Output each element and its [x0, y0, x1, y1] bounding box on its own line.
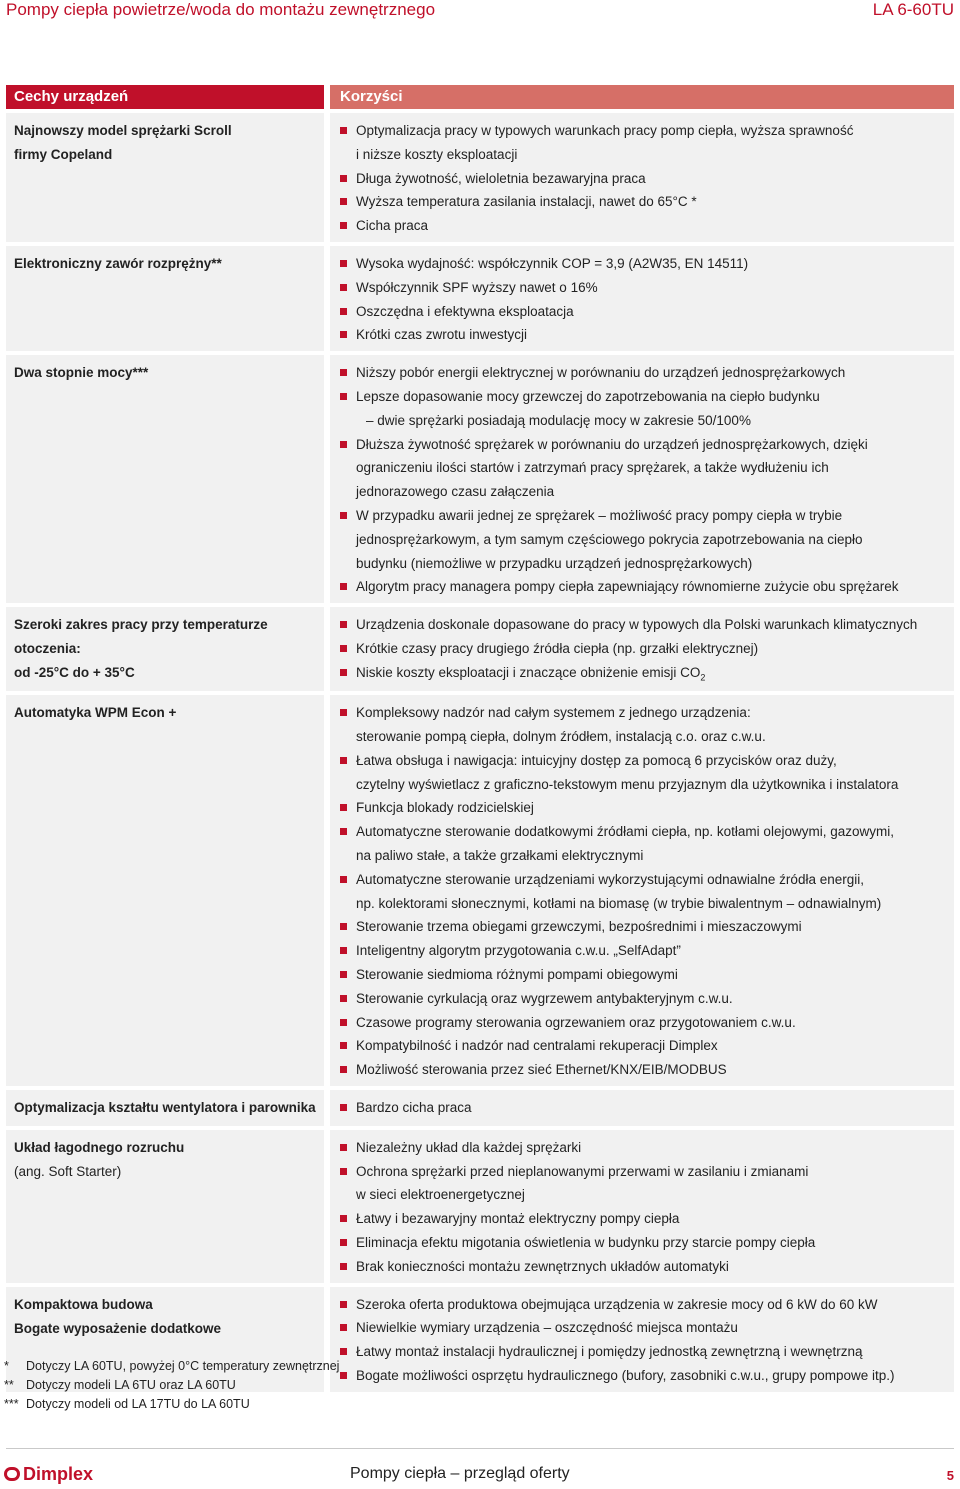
bullet-square-icon — [340, 757, 347, 764]
benefit-list — [340, 119, 946, 238]
bullet-square-icon — [340, 331, 347, 338]
feature-cell — [6, 607, 324, 691]
benefit-text: Sterowanie trzema obiegami grzewczymi, bezpośrednimi i mieszaczowymi — [356, 919, 802, 935]
bullet-square-icon — [340, 645, 347, 652]
benefit-list — [340, 1293, 946, 1388]
bullet-square-icon — [340, 1144, 347, 1151]
bullet-square-icon — [340, 1301, 347, 1308]
feature-text: od -25°C do + 35°C — [14, 665, 135, 681]
feature-text: Najnowszy model sprężarki Scroll — [14, 123, 232, 138]
bullet-square-icon — [340, 222, 347, 229]
benefit-text: Krótki czas zwrotu inwestycji — [356, 327, 528, 343]
benefit-list — [340, 613, 946, 684]
bullet-square-icon — [340, 260, 347, 267]
feature-text: Automatyka WPM Econ + — [14, 705, 177, 721]
benefits-column-header: Korzyści — [330, 85, 954, 109]
feature-text: Dwa stopnie mocy*** — [14, 365, 149, 381]
benefit-text: Łatwy montaż instalacji hydraulicznej i pomiędzy jednostką zewnętrzną i wewnętrzną — [356, 1344, 863, 1360]
bullet-square-icon — [340, 876, 347, 883]
bullet-square-icon — [340, 393, 347, 400]
bullet-square-icon — [340, 1215, 347, 1222]
feature-text: Bogate wyposażenie dodatkowe — [14, 1320, 222, 1336]
footnote-text: Dotyczy modeli LA 6TU oraz LA 60TU — [26, 1378, 236, 1392]
benefit-text: Dłuższa żywotność sprężarek w porównaniu do urządzeń jednosprężarkowych, dzięki — [356, 436, 868, 452]
features-column-header: Cechy urządzeń — [6, 85, 324, 109]
dimplex-logo — [4, 1464, 93, 1484]
feature-text: firmy Copeland — [14, 147, 113, 162]
benefit-item — [340, 167, 946, 191]
benefit-item — [340, 1058, 946, 1082]
bullet-square-icon — [340, 1324, 347, 1331]
bullet-square-icon — [340, 1263, 347, 1270]
benefit-text: Łatwa obsługa i nawigacja: intuicyjny dostęp za pomocą 6 przycisków oraz duży, — [356, 752, 837, 768]
bullet-square-icon — [340, 804, 347, 811]
benefit-text: Łatwy i bezawaryjny montaż elektryczny pompy ciepła — [356, 1211, 680, 1227]
logo-text: Dimplex — [23, 1464, 94, 1484]
benefit-cell — [330, 607, 954, 691]
benefit-item — [340, 613, 946, 637]
bullet-square-icon — [340, 995, 347, 1002]
benefit-continuation: sterowanie pompą ciepła, dolnym źródłem, instalacją c.o. oraz c.w.u. — [356, 728, 766, 744]
benefit-text: Ochrona sprężarki przed nieplanowanymi przerwami w zasilaniu i zmianami — [356, 1163, 809, 1179]
benefit-text: Niewielkie wymiary urządzenia – oszczędność miejsca montażu — [356, 1320, 738, 1336]
bullet-square-icon — [340, 923, 347, 930]
benefit-text: Algorytm pracy managera pompy ciepła zapewniający równomierne zużycie obu sprężarek — [356, 579, 899, 595]
feature-text: Układ łagodnego rozruchu — [14, 1139, 185, 1155]
benefit-item — [340, 1255, 946, 1279]
benefit-continuation: budynku (niemożliwe w przypadku urządzeń jednosprężarkowych) — [356, 555, 753, 571]
benefit-text: Sterowanie cyrkulacją oraz wygrzewem antybakteryjnym c.w.u. — [356, 990, 733, 1006]
feature-text: Szeroki zakres pracy przy temperaturze otoczenia: — [14, 617, 268, 657]
benefit-continuation: np. kolektorami słonecznymi, kotłami na biomasę (w trybie biwalentnym – odnawialnym) — [356, 895, 882, 911]
benefit-continuation: na paliwo stałe, a także grzałkami elektrycznymi — [356, 847, 644, 863]
benefit-text: Krótkie czasy pracy drugiego źródła ciepła (np. grzałki elektrycznej) — [356, 640, 759, 656]
benefit-list — [340, 701, 946, 1082]
bullet-square-icon — [340, 308, 347, 315]
bullet-square-icon — [340, 1066, 347, 1073]
benefit-text: Funkcja blokady rodzicielskiej — [356, 800, 534, 816]
benefit-text: Bogate możliwości osprzętu hydraulicznego (bufory, zasobniki c.w.u., grupy pompowe itp.) — [356, 1368, 895, 1384]
benefit-text: Czasowe programy sterowania ogrzewaniem oraz przygotowaniem c.w.u. — [356, 1014, 796, 1030]
benefit-item — [340, 915, 946, 939]
benefit-text: Niższy pobór energii elektrycznej w porównaniu do urządzeń jednosprężarkowych — [356, 365, 846, 381]
benefit-cell — [330, 113, 954, 242]
benefit-continuation: w sieci elektroenergetycznej — [356, 1187, 525, 1203]
benefit-item — [340, 963, 946, 987]
benefit-list — [340, 252, 946, 347]
bullet-square-icon — [340, 1168, 347, 1175]
benefit-continuation: – dwie sprężarki posiadają modulację mocy w zakresie 50/100% — [366, 412, 751, 428]
bullet-square-icon — [340, 1239, 347, 1246]
benefit-item — [340, 820, 946, 868]
benefit-continuation: jednosprężarkowym, a tym samym częściowego pokrycia zapotrzebowania na ciepło — [356, 531, 863, 547]
benefit-item — [340, 323, 946, 347]
benefit-text: Szeroka oferta produktowa obejmująca urządzenia w zakresie mocy od 6 kW do 60 kW — [356, 1296, 878, 1312]
benefit-text: Sterowanie siedmioma różnymi pompami obiegowymi — [356, 966, 678, 982]
benefit-item — [340, 300, 946, 324]
bullet-square-icon — [340, 1104, 347, 1111]
bullet-square-icon — [340, 369, 347, 376]
footnote — [4, 1376, 339, 1395]
feature-text: Optymalizacja kształtu wentylatora i parownika — [14, 1099, 316, 1115]
benefit-text: Długa żywotność, wieloletnia bezawaryjna praca — [356, 170, 646, 186]
benefit-text: Brak konieczności montażu zewnętrznych układów automatyki — [356, 1258, 729, 1274]
benefit-text: Oszczędna i efektywna eksploatacja — [356, 303, 574, 319]
benefit-item — [340, 276, 946, 300]
bullet-square-icon — [340, 441, 347, 448]
table-header-row — [6, 85, 954, 109]
benefit-item — [340, 868, 946, 916]
bullet-square-icon — [340, 175, 347, 182]
benefit-item — [340, 1096, 946, 1120]
table-row — [6, 607, 954, 691]
benefit-text: Urządzenia doskonale dopasowane do pracy w typowych dla Polski warunkach klimatycznych — [356, 617, 918, 633]
benefit-item — [340, 1207, 946, 1231]
benefit-cell — [330, 695, 954, 1086]
benefit-cell — [330, 1287, 954, 1392]
page-number: 5 — [946, 1468, 954, 1483]
benefit-item — [340, 214, 946, 238]
benefit-list — [340, 361, 946, 599]
benefit-text: Kompatybilność i nadzór nad centralami rekuperacji Dimplex — [356, 1038, 718, 1054]
footer-divider — [6, 1448, 954, 1449]
feature-cell — [6, 695, 324, 1086]
benefit-text: Eliminacja efektu migotania oświetlenia w budynku przy starcie pompy ciepła — [356, 1235, 816, 1251]
benefit-item — [340, 504, 946, 575]
footnote-text: Dotyczy modeli od LA 17TU do LA 60TU — [26, 1397, 250, 1411]
benefit-cell — [330, 1090, 954, 1126]
benefit-item — [340, 1293, 946, 1317]
benefit-item — [340, 190, 946, 214]
bullet-square-icon — [340, 1019, 347, 1026]
bullet-square-icon — [340, 1372, 347, 1379]
benefit-text: Optymalizacja pracy w typowych warunkach pracy pomp ciepła, wyższa sprawność — [356, 123, 854, 138]
bullet-square-icon — [340, 127, 347, 134]
benefit-item — [340, 939, 946, 963]
benefit-item — [340, 119, 946, 167]
benefit-item — [340, 252, 946, 276]
benefit-item — [340, 661, 946, 685]
table-row — [6, 355, 954, 603]
benefit-item — [340, 1231, 946, 1255]
benefit-text: Wyższa temperatura zasilania instalacji, nawet do 65°C * — [356, 194, 697, 210]
benefit-text: Automatyczne sterowanie urządzeniami wykorzystującymi odnawialne źródła energii, — [356, 871, 864, 887]
footnote-mark: * — [4, 1359, 9, 1373]
footnote — [4, 1357, 339, 1376]
feature-cell — [6, 113, 324, 242]
benefit-text: Niskie koszty eksploatacji i znaczące obniżenie emisji CO — [356, 664, 701, 680]
bullet-square-icon — [340, 621, 347, 628]
bullet-square-icon — [340, 1348, 347, 1355]
footnote-text: Dotyczy LA 60TU, powyżej 0°C temperatury zewnętrznej — [26, 1359, 340, 1373]
logo-mark-icon — [4, 1465, 20, 1483]
features-benefits-table — [6, 85, 954, 1396]
benefit-cell — [330, 355, 954, 603]
benefit-text: Inteligentny algorytm przygotowania c.w.u. „SelfAdapt” — [356, 943, 681, 959]
table-row — [6, 113, 954, 242]
bullet-square-icon — [340, 512, 347, 519]
benefit-item — [340, 1316, 946, 1340]
benefit-item — [340, 749, 946, 797]
bullet-square-icon — [340, 1042, 347, 1049]
benefit-item — [340, 1364, 946, 1388]
bullet-square-icon — [340, 828, 347, 835]
feature-cell — [6, 1130, 324, 1283]
feature-note: (ang. Soft Starter) — [14, 1163, 122, 1179]
benefit-text: Kompleksowy nadzór nad całym systemem z jednego urządzenia: — [356, 705, 751, 721]
benefit-cell — [330, 1130, 954, 1283]
table-row — [6, 1090, 954, 1126]
bullet-square-icon — [340, 669, 347, 676]
benefit-list — [340, 1136, 946, 1279]
benefit-item — [340, 1340, 946, 1364]
benefit-text: W przypadku awarii jednej ze sprężarek – możliwość pracy pompy ciepła w trybie — [356, 507, 843, 523]
footnote-mark: ** — [4, 1378, 14, 1392]
feature-cell — [6, 246, 324, 351]
feature-text: Elektroniczny zawór rozprężny** — [14, 255, 222, 271]
footnote — [4, 1395, 339, 1414]
benefit-item — [340, 361, 946, 385]
feature-cell — [6, 1090, 324, 1126]
bullet-square-icon — [340, 947, 347, 954]
benefit-text: Bardzo cicha praca — [356, 1099, 472, 1115]
footer-title: Pompy ciepła – przegląd oferty — [350, 1465, 570, 1482]
bullet-square-icon — [340, 709, 347, 716]
footnotes — [4, 1357, 339, 1414]
benefit-text: Wysoka wydajność: współczynnik COP = 3,9 (A2W35, EN 14511) — [356, 255, 749, 271]
benefit-item — [340, 575, 946, 599]
benefit-item — [340, 1034, 946, 1058]
benefit-item — [340, 433, 946, 504]
model-label: LA 6-60TU — [872, 0, 954, 19]
benefit-continuation: ograniczeniu ilości startów i zatrzymań pracy sprężarek, a także wydłużeniu ich — [356, 460, 829, 476]
benefit-item — [340, 987, 946, 1011]
benefit-text: Cicha praca — [356, 218, 429, 234]
benefit-text: Lepsze dopasowanie mocy grzewczej do zapotrzebowania na ciepło budynku — [356, 388, 820, 404]
benefit-text: Niezależny układ dla każdej sprężarki — [356, 1139, 582, 1155]
benefit-text: Możliwość sterowania przez sieć Ethernet/KNX/EIB/MODBUS — [356, 1062, 727, 1078]
table-row — [6, 246, 954, 351]
table-row — [6, 1130, 954, 1283]
bullet-square-icon — [340, 971, 347, 978]
benefit-item — [340, 1160, 946, 1208]
feature-cell — [6, 355, 324, 603]
benefit-item — [340, 1136, 946, 1160]
benefit-item — [340, 701, 946, 749]
benefit-item — [340, 385, 946, 433]
bullet-square-icon — [340, 284, 347, 291]
benefit-continuation: jednorazowego czasu załączenia — [356, 484, 555, 500]
subscript: 2 — [700, 672, 706, 683]
benefit-item — [340, 1011, 946, 1035]
footnote-mark: *** — [4, 1397, 19, 1411]
benefit-list — [340, 1096, 946, 1120]
benefit-cell — [330, 246, 954, 351]
feature-text: Kompaktowa budowa — [14, 1296, 153, 1312]
benefit-continuation: i niższe koszty eksploatacji — [356, 146, 518, 162]
benefit-continuation: czytelny wyświetlacz z graficzno-tekstowym menu przyjaznym dla użytkownika i instalatora — [356, 776, 899, 792]
document-title: Pompy ciepła powietrze/woda do montażu zewnętrznego — [6, 0, 436, 19]
bullet-square-icon — [340, 198, 347, 205]
benefit-text: Automatyczne sterowanie dodatkowymi źródłami ciepła, np. kotłami olejowymi, gazowymi, — [356, 824, 894, 840]
bullet-square-icon — [340, 583, 347, 590]
benefit-text: Współczynnik SPF wyższy nawet o 16% — [356, 279, 598, 295]
benefit-item — [340, 796, 946, 820]
benefit-item — [340, 637, 946, 661]
table-row — [6, 695, 954, 1086]
